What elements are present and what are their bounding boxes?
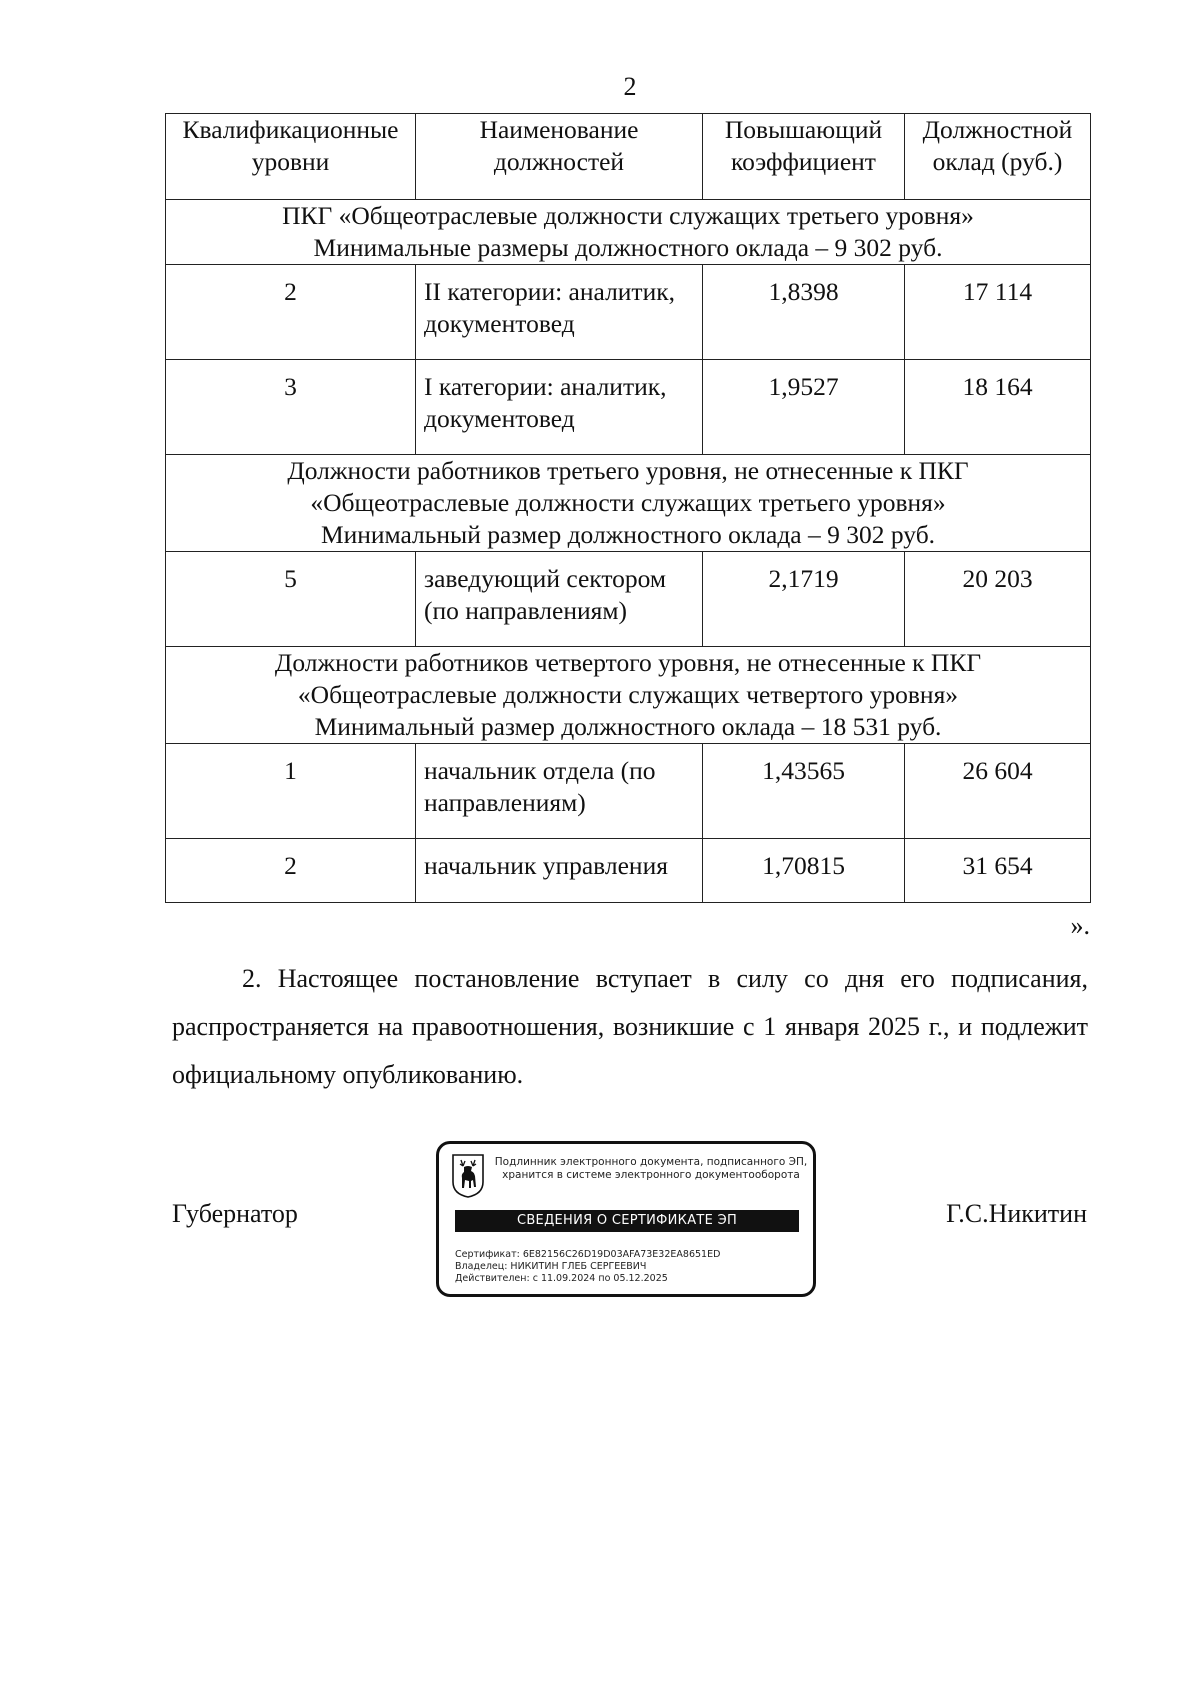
group-title: Должности работников третьего уровня, не отнесенные к ПКГ «Общеотраслевые должности служащих третьего уровня» Минимальный размер должностного оклада – 9 302 руб. (166, 455, 1091, 552)
level-cell: 2 (166, 265, 416, 360)
certificate-owner: Владелец: НИКИТИН ГЛЕБ СЕРГЕЕВИЧ (455, 1261, 647, 1272)
position-cell: начальник управления (416, 839, 703, 903)
salary-cell: 26 604 (905, 744, 1091, 839)
group-title: Должности работников четвертого уровня, не отнесенные к ПКГ «Общеотраслевые должности служащих четвертого уровня» Минимальный размер должностного оклада – 18 531 руб. (166, 647, 1091, 744)
coefficient-cell: 1,43565 (703, 744, 905, 839)
signer-title: Губернатор (172, 1199, 298, 1228)
level-cell: 5 (166, 552, 416, 647)
salary-cell: 20 203 (905, 552, 1091, 647)
certificate-info-bar: СВЕДЕНИЯ О СЕРТИФИКАТЕ ЭП (455, 1210, 799, 1232)
position-cell: заведующий сектором (по направлениям) (416, 552, 703, 647)
coefficient-cell: 1,70815 (703, 839, 905, 903)
table-row (166, 265, 1091, 360)
deer-coat-of-arms-icon (452, 1154, 484, 1198)
level-cell: 3 (166, 360, 416, 455)
table-row (166, 839, 1091, 903)
level-cell: 2 (166, 839, 416, 903)
certificate-details (455, 1249, 720, 1285)
salary-cell: 18 164 (905, 360, 1091, 455)
position-cell: I категории: аналитик, документовед (416, 360, 703, 455)
salary-cell: 17 114 (905, 265, 1091, 360)
certificate-validity: Действителен: с 11.09.2024 по 05.12.2025 (455, 1273, 668, 1284)
group-header-row (166, 647, 1091, 744)
table-header-row (166, 114, 1091, 200)
coefficient-cell: 1,8398 (703, 265, 905, 360)
resolution-paragraph: 2. Настоящее постановление вступает в силу со дня его подписания, распространяется на правоотношения, возникшие с 1 января 2025 г., и подлежит официальному опубликованию. (172, 964, 1088, 1089)
table-row (166, 744, 1091, 839)
salary-cell: 31 654 (905, 839, 1091, 903)
closing-quote: ». (1070, 911, 1090, 940)
group-header-row (166, 455, 1091, 552)
electronic-signature-stamp (436, 1141, 816, 1297)
page-number: 2 (623, 72, 637, 101)
header-position-names: Наименование должностей (416, 114, 703, 200)
salary-table (165, 113, 1091, 903)
coefficient-cell: 2,1719 (703, 552, 905, 647)
stamp-header: Подлинник электронного документа, подписанного ЭП, хранится в системе электронного документооборота (494, 1156, 808, 1181)
header-salary: Должностной оклад (руб.) (905, 114, 1091, 200)
table-row (166, 552, 1091, 647)
group-title: ПКГ «Общеотраслевые должности служащих третьего уровня» Минимальные размеры должностного оклада – 9 302 руб. (166, 200, 1091, 265)
level-cell: 1 (166, 744, 416, 839)
position-cell: начальник отдела (по направлениям) (416, 744, 703, 839)
table-row (166, 360, 1091, 455)
header-qualification-levels: Квалификационные уровни (166, 114, 416, 200)
group-header-row (166, 200, 1091, 265)
certificate-number: Сертификат: 6E82156C26D19D03AFA73E32EA8651ED (455, 1249, 721, 1260)
coefficient-cell: 1,9527 (703, 360, 905, 455)
header-coefficient: Повышающий коэффициент (703, 114, 905, 200)
position-cell: II категории: аналитик, документовед (416, 265, 703, 360)
signer-name: Г.С.Никитин (946, 1199, 1087, 1228)
